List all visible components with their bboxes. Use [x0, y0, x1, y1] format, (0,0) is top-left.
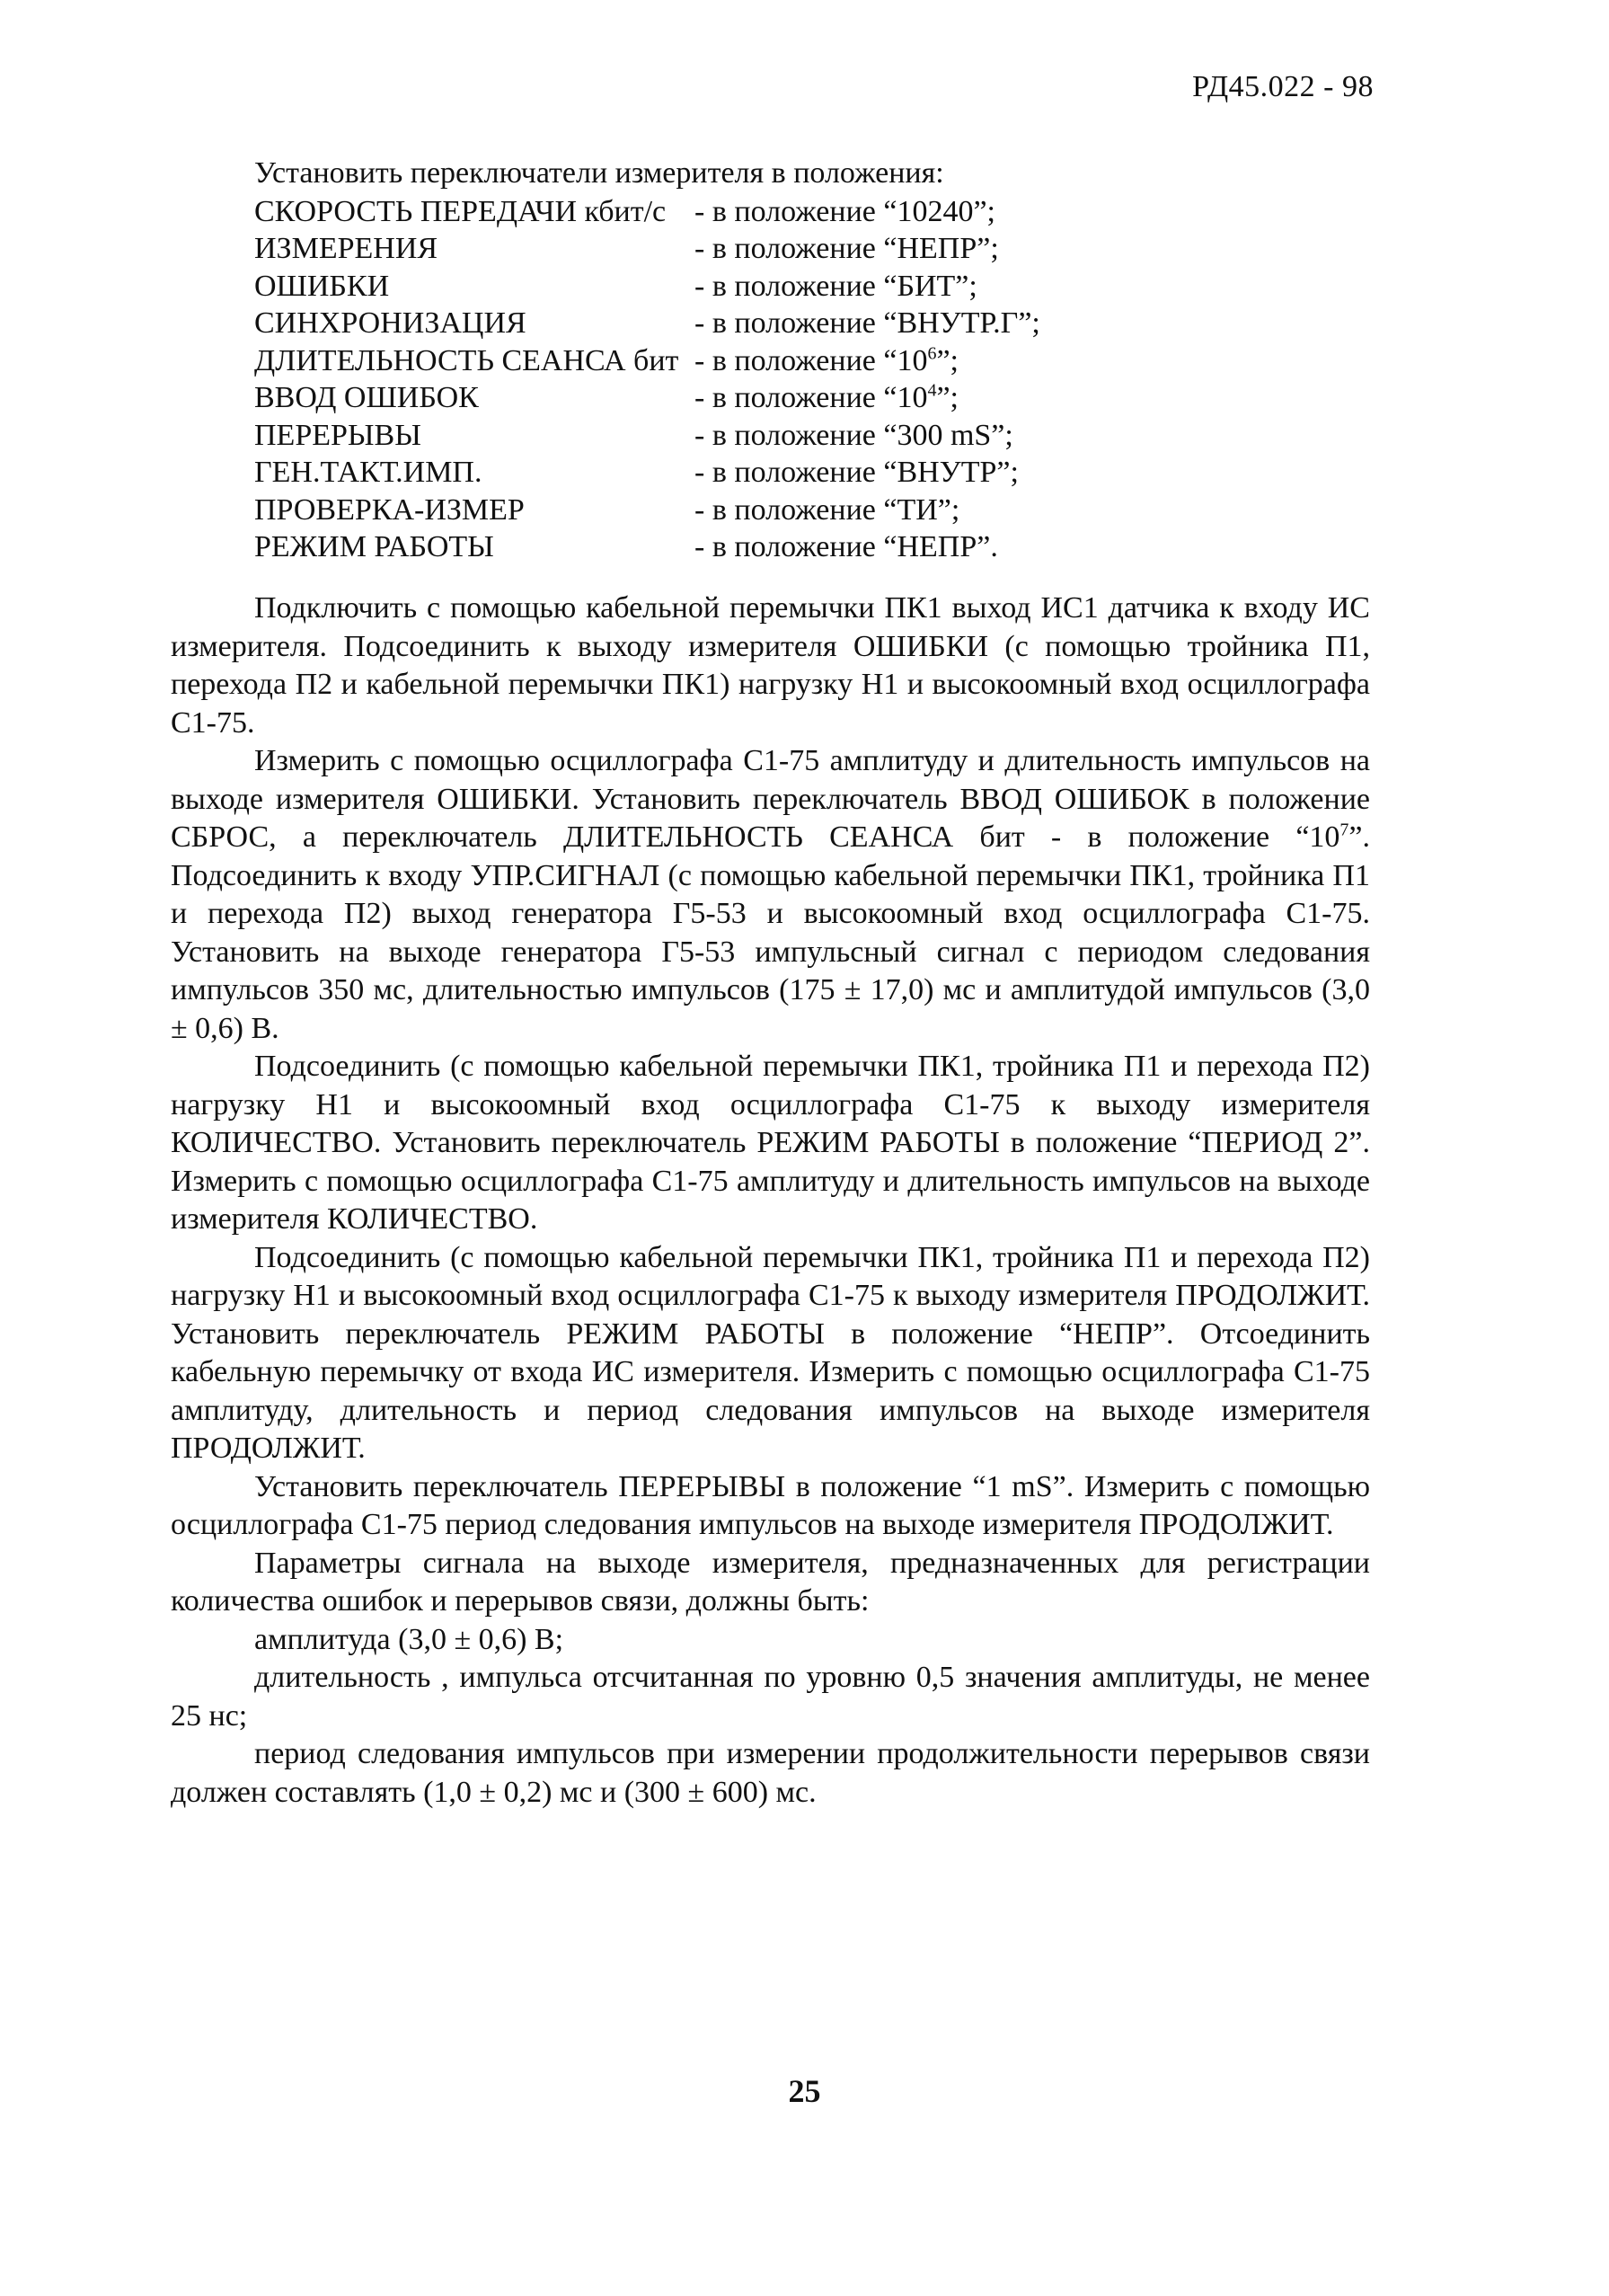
setting-value: - в положение “НЕПР”; [694, 232, 999, 265]
value-text: - в положение “10 [694, 381, 928, 414]
document-code: РД45.022 - 98 [1192, 70, 1374, 103]
setting-row [254, 417, 1422, 455]
setting-value [694, 379, 959, 417]
setting-row [254, 230, 1422, 268]
body-text [171, 590, 1370, 1812]
setting-value: - в положение “ТИ”; [694, 492, 960, 527]
setting-name: ПРОВЕРКА-ИЗМЕР [254, 492, 525, 527]
setting-name: ОШИБКИ [254, 269, 390, 303]
setting-value: - в положение “10240”; [694, 194, 995, 228]
paragraph-pulse-length: длительность , импульса отсчитанная по уровню 0,5 значения амплитуды, не менее 25 нс; [171, 1661, 1370, 1733]
paragraph-breaks: Установить переключатель ПЕРЕРЫВЫ в положение “1 mS”. Измерить с помощью осциллографа С1-75 период следования импульсов на выходе измерителя ПРОДОЛЖИТ. [171, 1469, 1370, 1541]
paragraph-connect: Подключить с помощью кабельной перемычки ПК1 выход ИС1 датчика к входу ИС измерителя. Подсоединить к выходу измерителя ОШИБКИ (с помощью тройника П1, перехода П2 и кабельной перемычки ПК1) нагрузку Н1 и высокоомный вход осциллографа С1-75. [171, 591, 1370, 740]
setting-name: РЕЖИМ РАБОТЫ [254, 530, 494, 563]
setting-name: СИНХРОНИЗАЦИЯ [254, 306, 526, 340]
paragraph-duration: Подсоединить (с помощью кабельной перемычки ПК1, тройника П1 и перехода П2) нагрузку Н1 и высокоомный вход осциллографа С1-75 к выходу измерителя ПРОДОЛЖИТ. Установить переключатель РЕЖИМ РАБОТЫ в положение “НЕПР”. Отсоединить кабельную перемычку от входа ИС измерителя. Измерить с помощью осциллографа С1-75 амплитуду, длительность и период следования импульсов на выходе измерителя ПРОДОЛЖИТ. [171, 1240, 1370, 1465]
setting-value: - в положение “ВНУТР”; [694, 456, 1019, 489]
setting-value: - в положение “НЕПР”. [694, 530, 998, 563]
paragraph-period: период следования импульсов при измерении продолжительности перерывов связи должен составлять (1,0 ± 0,2) мс и (300 ± 600) мс. [171, 1737, 1370, 1809]
setting-name: ДЛИТЕЛЬНОСТЬ СЕАНСА бит [254, 343, 679, 377]
setting-row [254, 379, 1422, 417]
setting-row [254, 268, 1422, 306]
setting-row [254, 305, 1422, 342]
setting-row [254, 193, 1422, 231]
setting-row [254, 454, 1422, 492]
value-text: ”; [936, 381, 959, 414]
setting-row [254, 528, 1422, 566]
setting-value: - в положение “300 mS”; [694, 418, 1013, 452]
setting-value: - в положение “БИТ”; [694, 269, 977, 303]
setting-row [254, 492, 1422, 529]
paragraph-measure-errors [171, 742, 1370, 1048]
exponent: 4 [927, 380, 937, 401]
setting-name: ИЗМЕРЕНИЯ [254, 232, 438, 265]
paragraph-parameters: Параметры сигнала на выходе измерителя, предназначенных для регистрации количества ошибок и перерывов связи, должны быть: [171, 1546, 1370, 1618]
paragraph-amplitude: амплитуда (3,0 ± 0,6) В; [254, 1622, 564, 1656]
switch-settings-list [254, 155, 1422, 566]
setting-name: ВВОД ОШИБОК [254, 381, 479, 414]
exponent: 6 [927, 343, 937, 364]
setting-name: ПЕРЕРЫВЫ [254, 418, 421, 452]
setting-name: ГЕН.ТАКТ.ИМП. [254, 456, 482, 489]
setting-row [254, 342, 1422, 380]
paragraph-text: Измерить с помощью осциллографа С1-75 амплитуду и длительность импульсов на выходе измерителя ОШИБКИ. Установить переключатель ВВОД ОШИБОК в положение СБРОС, а переключатель ДЛИТЕЛЬНОСТЬ СЕАНСА бит - в положение “10 [171, 744, 1370, 854]
value-text: ”; [936, 343, 959, 377]
exponent: 7 [1339, 820, 1349, 840]
paragraph-text: ”. Подсоединить к входу УПР.СИГНАЛ (с помощью кабельной перемычки ПК1, тройника П1 и перехода П2) выход генератора Г5-53 и высокоомный вход осциллографа С1-75. Установить на выходе генератора Г5-53 импульсный сигнал с периодом следования импульсов 350 мс, длительностью импульсов (175 ± 17,0) мс и амплитудой импульсов (3,0 ± 0,6) В. [171, 820, 1370, 1045]
settings-intro: Установить переключатели измерителя в положения: [254, 156, 944, 190]
value-text: - в положение “10 [694, 343, 928, 377]
page-number: 25 [788, 2073, 821, 2109]
paragraph-quantity: Подсоединить (с помощью кабельной перемычки ПК1, тройника П1 и перехода П2) нагрузку Н1 и высокоомный вход осциллографа С1-75 к выходу измерителя КОЛИЧЕСТВО. Установить переключатель РЕЖИМ РАБОТЫ в положение “ПЕРИОД 2”. Измерить с помощью осциллографа С1-75 амплитуду и длительность импульсов на выходе измерителя КОЛИЧЕСТВО. [171, 1050, 1370, 1236]
setting-name: СКОРОСТЬ ПЕРЕДАЧИ кбит/с [254, 194, 667, 228]
setting-value [694, 342, 959, 380]
setting-value: - в положение “ВНУТР.Г”; [694, 306, 1040, 340]
